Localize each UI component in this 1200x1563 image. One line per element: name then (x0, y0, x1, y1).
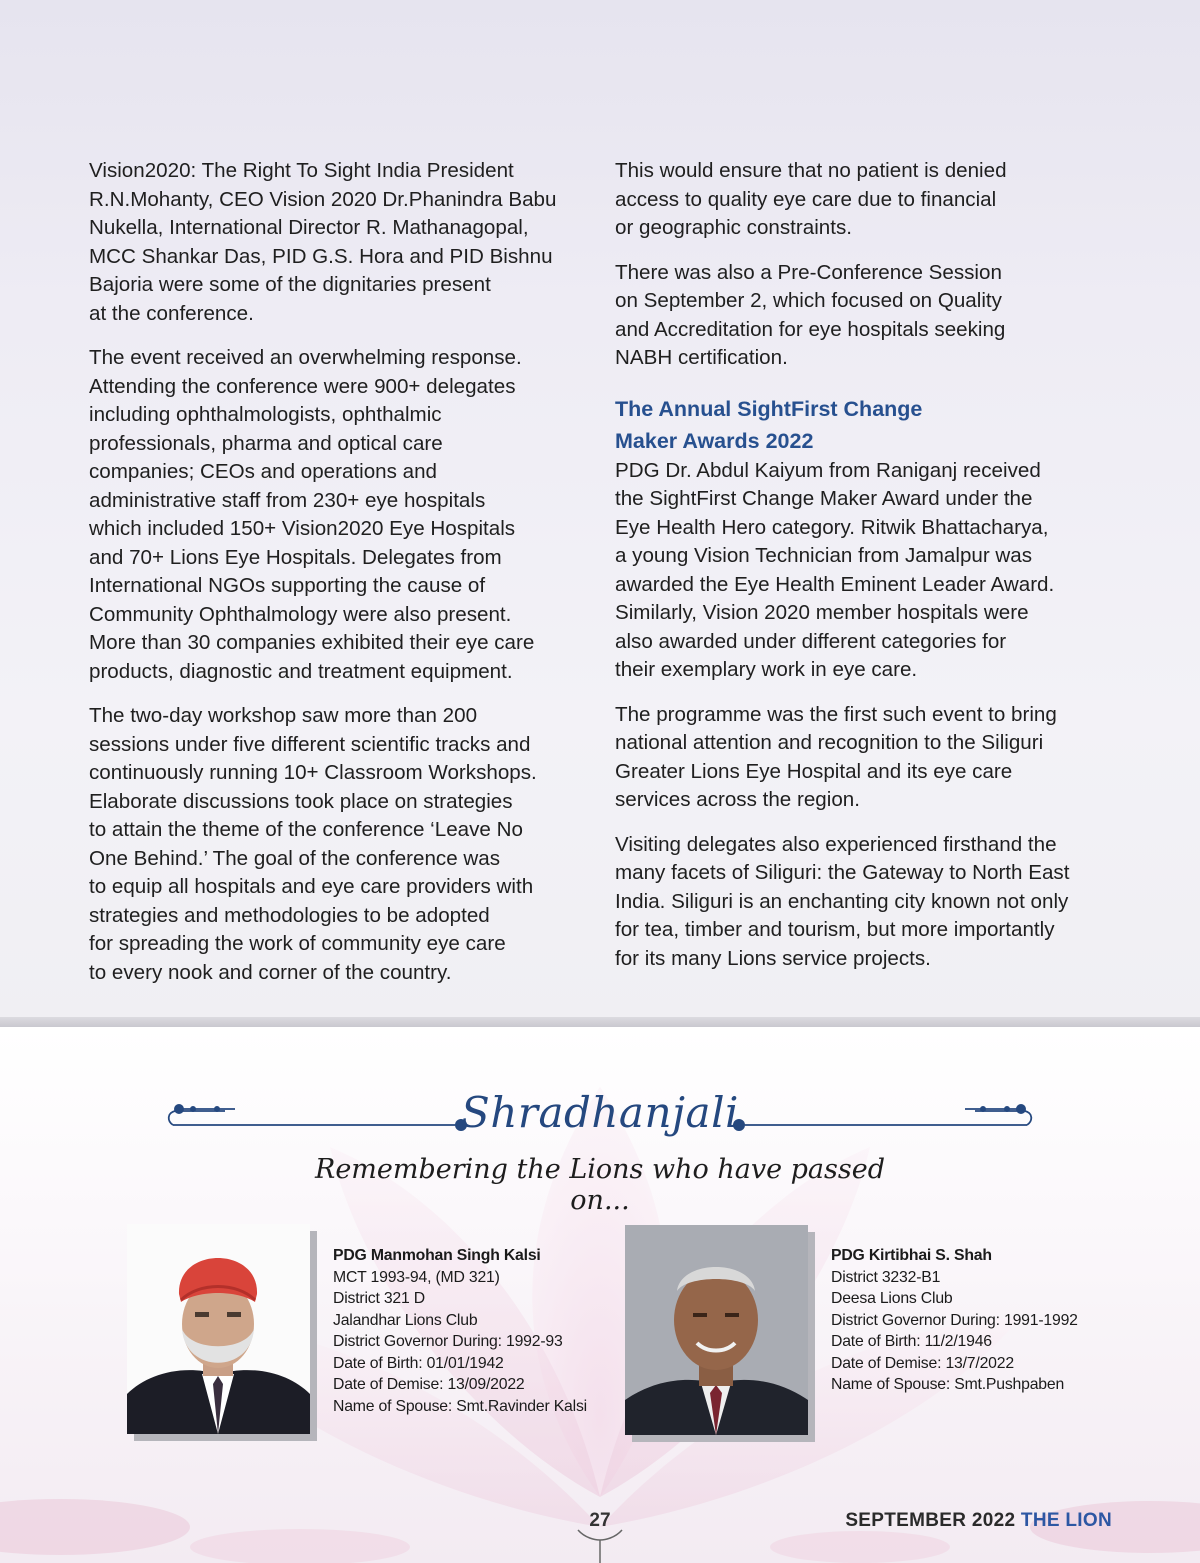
article-paragraph: There was also a Pre-Conference Session on September 2, which focused on Quality and Accreditation for eye hospitals seeking NABH certification. (615, 260, 1006, 369)
section-heading: The Annual SightFirst Change Maker Awards 2022 (615, 396, 923, 453)
portrait-photo (127, 1224, 310, 1434)
magazine-footer (800, 1510, 1112, 1532)
person-name: PDG Kirtibhai S. Shah (831, 1247, 992, 1264)
page-number-ornament (575, 1528, 625, 1563)
portrait-kalsi-image (127, 1224, 310, 1434)
bio-line: Name of Spouse: Smt.Ravinder Kalsi (333, 1397, 587, 1415)
article-paragraph: This would ensure that no patient is denied access to quality eye care due to financial or geographic constraints. (615, 159, 1007, 239)
article-paragraph: Visiting delegates also experienced firsthand the many facets of Siliguri: the Gateway to North East India. Siliguri is an enchanting city known not only for tea, timber and tourism, but more importantly for its many Lions service projects. (615, 832, 1070, 970)
person-name: PDG Manmohan Singh Kalsi (333, 1247, 541, 1264)
article-paragraph: PDG Dr. Abdul Kaiyum from Raniganj received the SightFirst Change Maker Award under the Eye Health Hero category. Ritwik Bhattacharya, a young Vision Technician from Jamalpur was awarded the Eye Health Eminent Leader Award. Similarly, Vision 2020 member hospitals were also awarded under different categories for their exemplary work in eye care. (615, 458, 1055, 681)
article-paragraph: Vision2020: The Right To Sight India President R.N.Mohanty, CEO Vision 2020 Dr.Phanindra Babu Nukella, International Director R. Mathanagopal, MCC Shankar Das, PID G.S. Hora and PID Bishnu Bajoria were some of the dignitaries present at the conference. (89, 159, 557, 325)
bio-line: MCT 1993-94, (MD 321) (333, 1268, 500, 1286)
portrait-shah-image (625, 1225, 808, 1435)
memorial-subtitle: Remembering the Lions who have passed on... (315, 1154, 885, 1216)
bio-line: Name of Spouse: Smt.Pushpaben (831, 1376, 1065, 1393)
bio-line: Date of Birth: 11/2/1946 (831, 1333, 992, 1350)
magazine-name: THE LION (1020, 1510, 1112, 1531)
memorial-title: Shradhanjali (461, 1088, 739, 1137)
bio-line: District Governor During: 1992-93 (333, 1333, 563, 1350)
bio-line: Date of Demise: 13/7/2022 (831, 1354, 1014, 1372)
article-left-column (89, 157, 575, 1003)
bio-line: Date of Birth: 01/01/1942 (333, 1354, 504, 1372)
page-number: 27 (589, 1510, 611, 1531)
bio-line: District Governor During: 1991-1992 (831, 1311, 1078, 1329)
bio-line: District 321 D (333, 1290, 426, 1307)
bio-line: District 3232-B1 (831, 1268, 941, 1286)
bio-line: Date of Demise: 13/09/2022 (333, 1376, 525, 1393)
article-paragraph: The event received an overwhelming response. Attending the conference were 900+ delegates including ophthalmologists, ophthalmic professionals, pharma and optical care companies; CEOs and operations and administrative staff from 230+ eye hospitals which included 150+ Vision2020 Eye Hospitals and 70+ Lions Eye Hospitals. Delegates from International NGOs supporting the cause of Community Ophthalmology were also present. More than 30 companies exhibited their eye care products, diagnostic and treatment equipment. (89, 346, 535, 683)
bio-kalsi (333, 1245, 613, 1417)
bio-line: Jalandhar Lions Club (333, 1311, 478, 1329)
bio-shah (831, 1245, 1121, 1396)
article-paragraph: The programme was the first such event to bring national attention and recognition to the Siliguri Greater Lions Eye Hospital and its eye care services across the region. (615, 702, 1057, 811)
issue-date: SEPTEMBER 2022 (845, 1510, 1016, 1531)
article-paragraph: The two-day workshop saw more than 200 sessions under five different scientific tracks and continuously running 10+ Classroom Workshops. Elaborate discussions took place on strategies to attain the theme of the conference ‘Leave No One Behind.’ The goal of the conference was to equip all hospitals and eye care providers with strategies and methodologies to be adopted for spreading the work of community eye care to every nook and corner of the country. (89, 704, 537, 984)
article-right-column (615, 157, 1115, 989)
portrait-photo (625, 1225, 808, 1435)
section-divider (0, 1017, 1200, 1027)
bio-line: Deesa Lions Club (831, 1290, 953, 1307)
